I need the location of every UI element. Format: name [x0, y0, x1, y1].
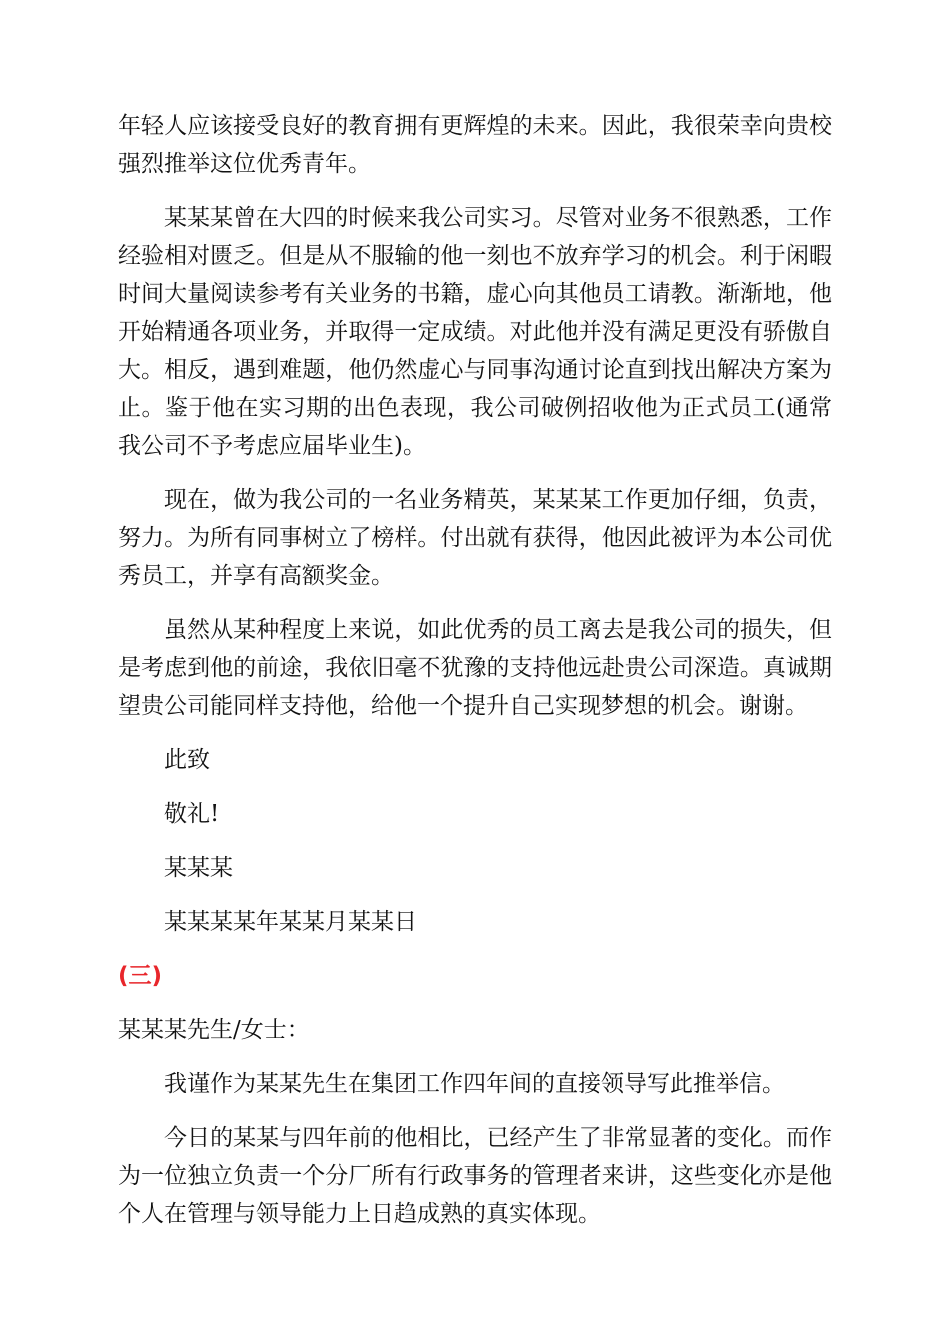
paragraph-support: 虽然从某种程度上来说，如此优秀的员工离去是我公司的损失，但是考虑到他的前途，我依旧毫不犹豫的支持他远赴贵公司深造。真诚期望贵公司能同样支持他，给他一个提升自己实现梦想的机会。谢谢。 [118, 617, 832, 719]
closing-regards: 敬礼! [164, 801, 220, 827]
paragraph-internship: 某某某曾在大四的时候来我公司实习。尽管对业务不很熟悉，工作经验相对匮乏。但是从不服输的他一刻也不放弃学习的机会。利于闲暇时间大量阅读参考有关业务的书籍，虚心向其他员工请教。渐渐地，他开始精通各项业务，并取得一定成绩。对此他并没有满足更没有骄傲自大。相反，遇到难题，他仍然虚心与同事沟通讨论直到找出解决方案为止。鉴于他在实习期的出色表现，我公司破例招收他为正式员工(通常我公司不予考虑应届毕业生)。 [118, 205, 832, 459]
section-heading: (三) [118, 963, 163, 989]
section-salutation: 某某某先生/女士： [118, 1017, 310, 1043]
section-paragraph-change: 今日的某某与四年前的他相比，已经产生了非常显著的变化。而作为一位独立负责一个分厂所有行政事务的管理者来讲，这些变化亦是他个人在管理与领导能力上日趋成熟的真实体现。 [118, 1125, 832, 1227]
closing-salute: 此致 [164, 747, 210, 773]
paragraph-recommendation-intro: 年轻人应该接受良好的教育拥有更辉煌的未来。因此，我很荣幸向贵校强烈推举这位优秀青年。 [118, 113, 832, 177]
section-paragraph-intro: 我谨作为某某先生在集团工作四年间的直接领导写此推举信。 [164, 1071, 785, 1097]
closing-signature: 某某某 [164, 855, 233, 881]
closing-date: 某某某某年某某月某某日 [164, 909, 417, 935]
paragraph-current-role: 现在，做为我公司的一名业务精英，某某某工作更加仔细，负责，努力。为所有同事树立了榜样。付出就有获得，他因此被评为本公司优秀员工，并享有高额奖金。 [118, 487, 832, 589]
